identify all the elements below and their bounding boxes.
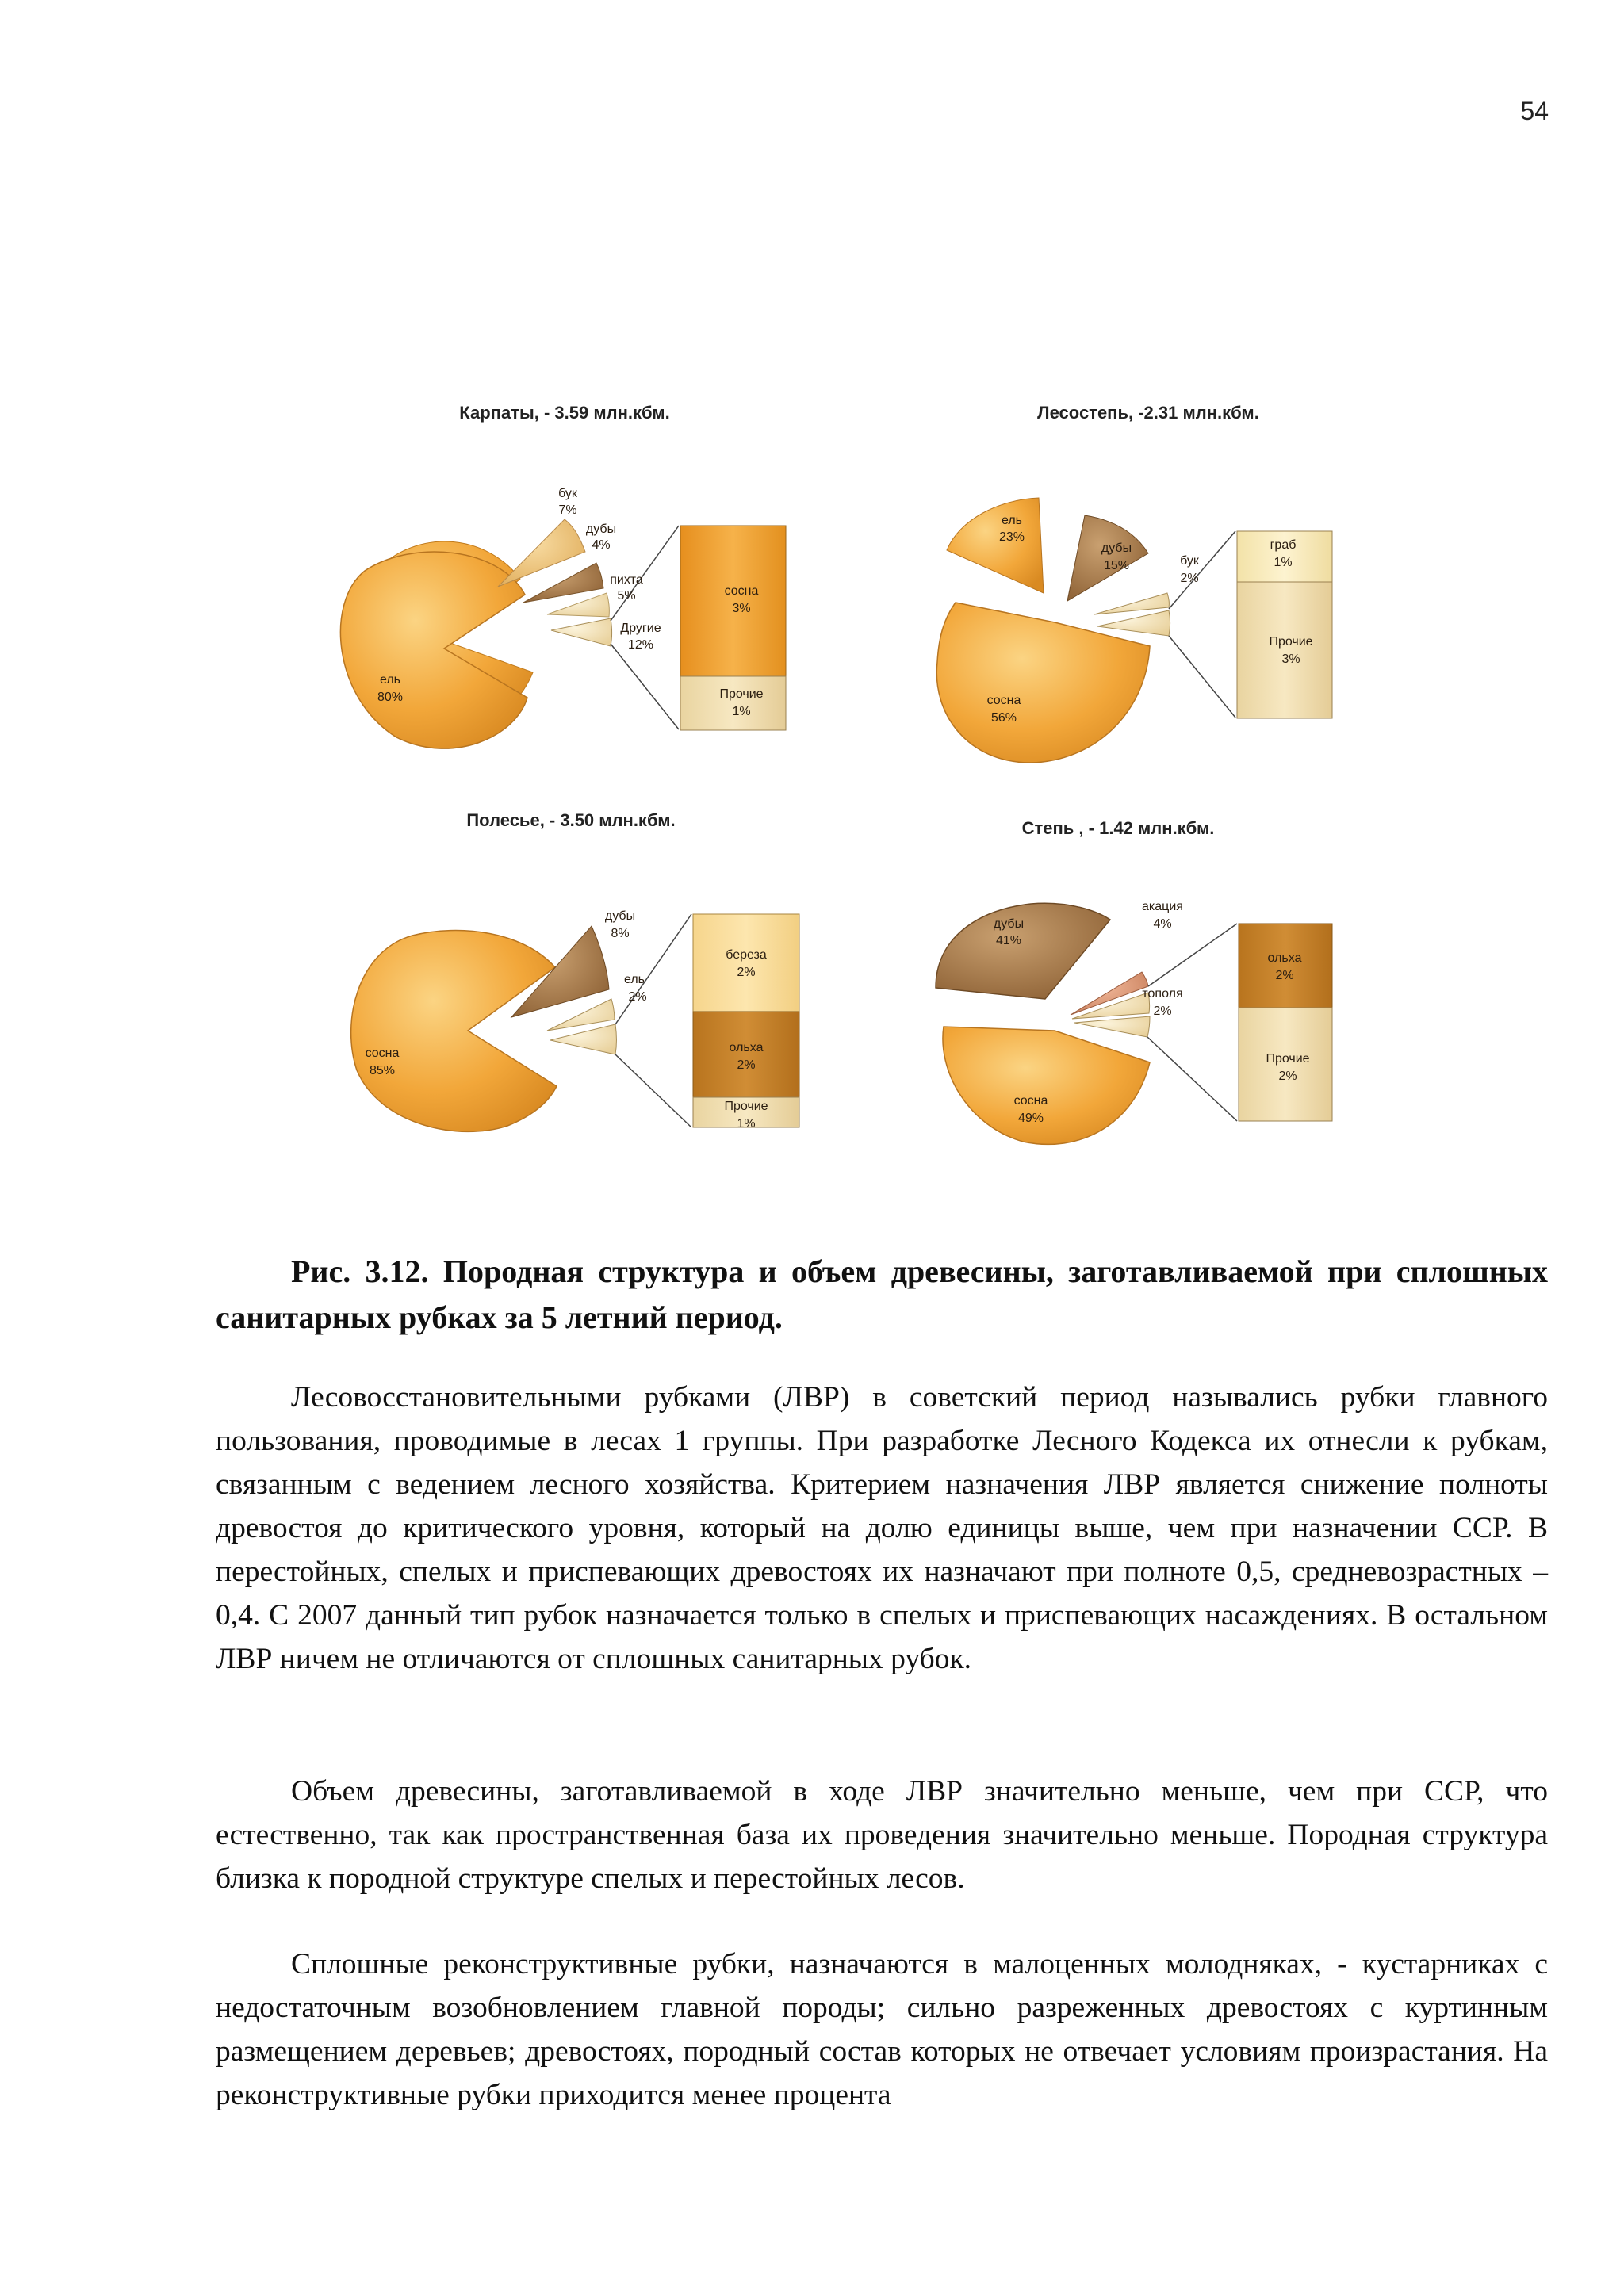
chart-karpaty	[340, 403, 786, 748]
figure-caption: Рис. 3.12. Породная структура и объем древесины, заготавливаемой при сплошных санитарных рубках за 5 летний период.	[216, 1253, 1548, 1335]
svg-text:акация	[1142, 900, 1183, 913]
label-prochie: Прочие	[1266, 1052, 1310, 1066]
pie-slice-el	[947, 498, 1044, 593]
svg-text:49%: 49%	[1017, 1112, 1044, 1125]
chart-lesostep	[936, 403, 1332, 763]
svg-text:5%: 5%	[617, 589, 636, 603]
svg-text:тополя	[1142, 987, 1182, 1001]
svg-text:бук	[1180, 554, 1200, 568]
label-prochie: Прочие	[719, 687, 764, 701]
label-olha: ольха	[729, 1041, 764, 1054]
label-sosna: сосна	[1013, 1094, 1048, 1108]
pie-slice-drugie	[551, 618, 612, 646]
label-prochie: Прочие	[724, 1100, 768, 1113]
bar-segment-olha	[693, 1012, 799, 1097]
label-drugie: Другие	[620, 622, 661, 635]
svg-text:Прочие	[724, 1100, 768, 1113]
label-akacia: акация	[1142, 900, 1183, 913]
svg-text:41%: 41%	[995, 934, 1022, 947]
label-duby: дубы	[993, 917, 1025, 931]
label-buk: бук	[1180, 554, 1199, 568]
label-buk: бук	[558, 487, 577, 500]
svg-text:пихта	[610, 573, 643, 587]
svg-text:8%: 8%	[611, 927, 630, 940]
svg-text:дубы	[994, 917, 1024, 931]
svg-text:56%: 56%	[990, 711, 1017, 725]
label-el: ель	[1001, 514, 1023, 527]
svg-text:4%: 4%	[1153, 917, 1172, 931]
svg-text:2%: 2%	[1180, 572, 1199, 585]
svg-text:сосна	[366, 1047, 400, 1060]
svg-text:Прочие	[1266, 1052, 1309, 1066]
paragraph-reconstructive: Сплошные реконструктивные рубки, назначаются в малоценных молодняках, - кустарниках с недостаточным возобновлением главной породы; сильно разреженных древостоях с куртинным размещением деревьев; древостоях, породный состав которых не отвечает условиям произрастания. На реконструктивные рубки приходится менее процента	[216, 1948, 1548, 2111]
pie-slice-buk	[1094, 593, 1169, 614]
svg-text:2%: 2%	[1153, 1004, 1172, 1018]
bar-segment-prochie	[680, 676, 786, 730]
svg-text:1%: 1%	[737, 1117, 756, 1131]
chart-title: Лесостепь, -2.31 млн.кбм.	[1037, 403, 1259, 423]
svg-text:сосна	[1014, 1094, 1048, 1108]
chart-step	[936, 818, 1332, 1144]
label-bereza: береза	[726, 948, 767, 962]
bar-segment-prochie	[1237, 582, 1332, 718]
label-duby: дубы	[604, 909, 636, 923]
svg-text:2%: 2%	[1278, 1070, 1297, 1083]
svg-text:сосна	[987, 694, 1021, 707]
svg-text:дубы	[1101, 541, 1132, 555]
label-sosna: сосна	[365, 1047, 400, 1060]
chart-title: Степь , - 1.42 млн.кбм.	[1021, 818, 1215, 838]
svg-text:85%: 85%	[369, 1064, 396, 1077]
svg-text:ольха	[1268, 951, 1302, 965]
svg-text:23%: 23%	[998, 530, 1025, 544]
svg-text:12%: 12%	[627, 638, 654, 652]
label-duby: дубы	[1101, 541, 1132, 555]
svg-text:бук	[558, 487, 578, 500]
svg-text:80%: 80%	[377, 691, 404, 704]
chart-title: Полесье, - 3.50 млн.кбм.	[466, 810, 676, 830]
svg-text:ель	[1002, 514, 1022, 527]
pie-slice-sosna	[351, 930, 557, 1131]
label-sosna: сосна	[986, 694, 1021, 707]
paragraph-lvr: Лесовосстановительными рубками (ЛВР) в советский период назывались рубки главного пользования, проводимые в лесах 1 группы. При разработке Лесного Кодекса их отнесли к рубкам, связанным с ведением лесного хозяйства. Критерием назначения ЛВР является снижение полноты древостоя до критического уровня, который на долю единицы выше, чем при назначении ССР. В перестойных, спелых и приспевающих древостоях их назначают при полноте 0,5, средневозрастных – 0,4. С 2007 данный тип рубок назначается только в спелых и приспевающих насаждениях. В остальном ЛВР ничем не отличаются от сплошных санитарных рубок.	[216, 1381, 1548, 1675]
bar-segment-sosna	[680, 526, 786, 676]
svg-text:3%: 3%	[1281, 652, 1300, 666]
svg-text:2%: 2%	[737, 966, 756, 979]
chart-title: Карпаты, - 3.59 млн.кбм.	[459, 403, 670, 423]
label-grab: граб	[1270, 538, 1297, 552]
label-topolya: тополя	[1142, 987, 1183, 1001]
label-pihta: пихта	[610, 573, 643, 587]
pie-slice-small	[1097, 610, 1170, 636]
svg-text:дубы	[605, 909, 635, 923]
page-number: 54	[1520, 97, 1549, 125]
svg-text:сосна	[725, 584, 759, 598]
label-prochie: Прочие	[1269, 635, 1313, 649]
svg-text:ольха	[730, 1041, 764, 1054]
chart-polesie	[351, 810, 799, 1131]
svg-text:дубы	[586, 522, 616, 536]
svg-text:2%: 2%	[628, 990, 647, 1004]
svg-text:3%: 3%	[732, 602, 751, 615]
svg-text:1%: 1%	[732, 705, 751, 718]
svg-text:ель	[624, 973, 645, 986]
svg-text:2%: 2%	[1275, 969, 1294, 982]
svg-text:4%: 4%	[592, 538, 611, 552]
svg-text:ель	[380, 673, 400, 687]
svg-text:Другие	[620, 622, 661, 635]
bar-segment-olha	[1239, 924, 1332, 1008]
pie-slice-sosna	[943, 1027, 1150, 1144]
svg-text:1%: 1%	[1274, 556, 1293, 569]
label-el: ель	[623, 973, 645, 986]
bar-segment-bereza	[693, 914, 799, 1012]
label-duby: дубы	[585, 522, 617, 536]
label-el: ель	[379, 673, 401, 687]
label-sosna: сосна	[724, 584, 759, 598]
pie-ell	[340, 552, 527, 748]
svg-text:2%: 2%	[737, 1058, 756, 1072]
pie-slice-other	[1074, 1016, 1150, 1037]
svg-text:15%: 15%	[1103, 559, 1130, 572]
paragraph-volume: Объем древесины, заготавливаемой в ходе ЛВР значительно меньше, чем при ССР, что естественно, так как пространственная база их проведения значительно меньше. Породная структура близка к породной структуре спелых и перестойных лесов.	[216, 1775, 1548, 1895]
svg-text:7%: 7%	[558, 503, 577, 517]
svg-text:граб	[1270, 538, 1297, 552]
svg-text:Прочие	[719, 687, 763, 701]
svg-text:Прочие	[1269, 635, 1312, 649]
label-olha: ольха	[1267, 951, 1302, 965]
pie-slice-duby	[1067, 515, 1148, 601]
svg-text:береза	[726, 948, 767, 962]
